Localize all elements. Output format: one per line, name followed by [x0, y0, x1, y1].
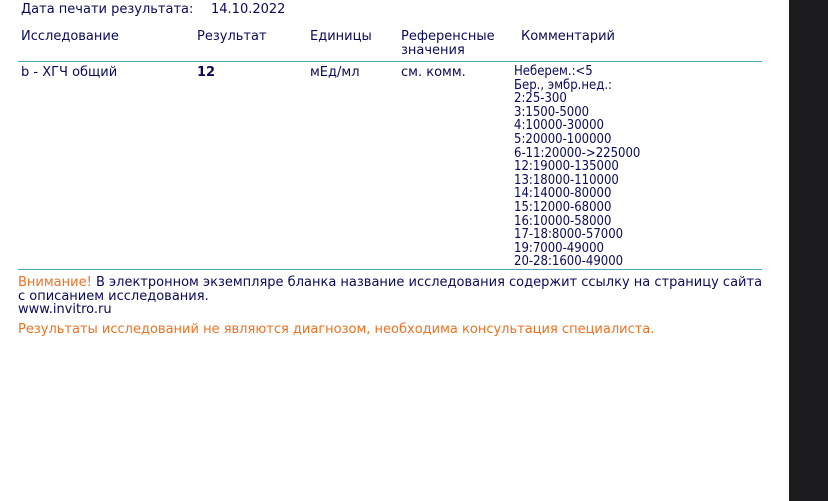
table-divider-top: [18, 61, 762, 62]
result-units: мЕд/мл: [310, 65, 360, 80]
comment-line: Неберем.:<5: [514, 64, 593, 79]
column-header-comment: Комментарий: [521, 29, 615, 44]
column-header-units: Единицы: [310, 29, 372, 44]
comment-list: [514, 65, 640, 269]
print-date-value: 14.10.2022: [211, 2, 286, 17]
column-header-result: Результат: [197, 29, 267, 44]
notice-label: Внимание!: [18, 275, 92, 290]
comment-line: 16:10000-58000: [514, 213, 612, 229]
comment-line: Бер., эмбр.нед.:: [514, 77, 612, 93]
comment-line: 2:25-300: [514, 91, 567, 107]
notice: [18, 276, 768, 304]
print-date-label: Дата печати результата:: [21, 2, 194, 17]
table-divider-bottom: [18, 269, 762, 270]
test-name-link[interactable]: b - ХГЧ общий: [21, 65, 118, 80]
site-link[interactable]: www.invitro.ru: [18, 302, 112, 317]
disclaimer: Результаты исследований не являются диагнозом, необходима консультация специалиста.: [18, 322, 655, 337]
comment-line: 4:10000-30000: [514, 118, 604, 134]
comment-line: 5:20000-100000: [514, 131, 612, 147]
comment-line: 19:7000-49000: [514, 240, 604, 256]
column-header-test: Исследование: [21, 29, 119, 44]
comment-line: 12:19000-135000: [514, 159, 619, 175]
comment-line: 15:12000-68000: [514, 199, 612, 215]
comment-line: 6-11:20000->225000: [514, 145, 641, 161]
result-value: 12: [197, 65, 216, 80]
comment-line: 14:14000-80000: [514, 186, 612, 202]
comment-line: 13:18000-110000: [514, 172, 619, 188]
comment-line: 3:1500-5000: [514, 104, 590, 120]
notice-text: В электронном экземпляре бланка название исследования содержит ссылку на страницу сайта с описанием исследования.: [18, 275, 763, 304]
comment-line: 20-28:1600-49000: [514, 254, 624, 270]
side-panel: [789, 0, 828, 501]
reference-values: см. комм.: [401, 65, 466, 80]
column-header-reference: Референсные значения: [401, 29, 495, 58]
comment-line: 17-18:8000-57000: [514, 227, 624, 243]
